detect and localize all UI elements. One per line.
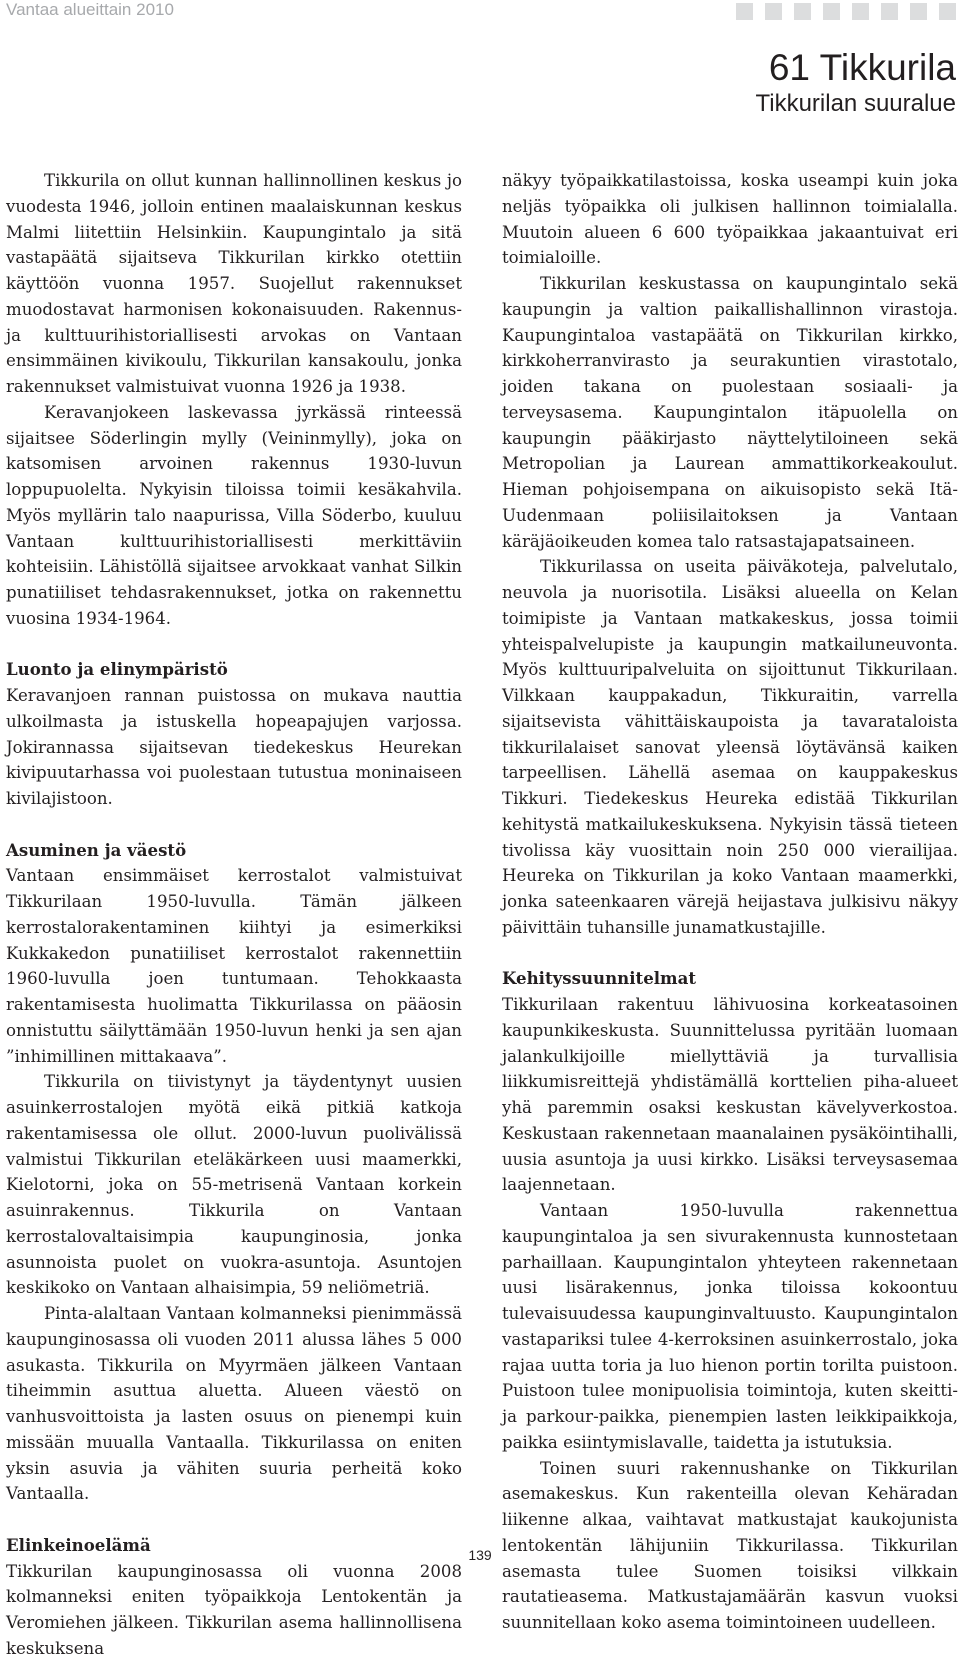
- page-number: 139: [468, 1547, 492, 1563]
- square-icon: [881, 3, 898, 20]
- chapter-title: 61 Tikkurila: [768, 47, 956, 88]
- paragraph: Keravanjokeen laskevassa jyrkässä rinteessä sijaitsee Söderlingin mylly (Veininmylly), joka on katsomisen arvoinen rakennus 1930-luvun loppupuolelta. Nykyisin tiloissa toimii kesäkahvila. Myös myllärin talo naapurissa, Villa Söderbo, kuuluu Vantaan kulttuurihistoriallisesti merkittäviin kohteisiin. Lähistöllä sijaitsee arvokkaat vanhat Silkin punatiiliset tehdasrakennukset, jotka on rakennettu vuosina 1934-1964.: [6, 402, 462, 628]
- paragraph: Vantaan ensimmäiset kerrostalot valmistuivat Tikkurilaan 1950-luvulla. Tämän jälkeen kerrostalorakentaminen kiihtyi ja esimerkiksi Kukkakedon punatiiliset kerrostalot rakennettiin 1960-luvulla joen tuntumaan. Tehokkaasta rakentamisesta huolimatta Tikkurilassa on pääosin onnistuttu säilyttämään 1950-luvun henki ja sen ajan ”inhimillinen mittakaava”.: [6, 866, 462, 1066]
- square-icon: [852, 3, 869, 20]
- section-heading-luonto: Luonto ja elinympäristö: [6, 659, 228, 680]
- paragraph: Pinta-alaltaan Vantaan kolmanneksi pienimmässä kaupunginosassa oli vuoden 2011 alussa lähes 5 000 asukasta. Tikkurila on Myyrmäen jälkeen Vantaan tiheimmin asuttua aluetta. Alueen väestö on vanhusvoittoista ja lasten osuus on pienempi kuin missään muualla Vantaalla. Tikkurilassa on eniten yksin asuvia ja vähiten suuria perheitä koko Vantaalla.: [6, 1304, 462, 1504]
- square-icon: [939, 3, 956, 20]
- paragraph: Tikkurilaan rakentuu lähivuosina korkeatasoinen kaupunkikeskusta. Suunnittelussa pyritään luomaan jalankulkijoille miellyttäviä ja turvallisia liikkumisreittejä yhdistämällä korttelien piha-alueet yhä paremmin osaksi keskustan kävelyverkostoa. Keskustaan rakennetaan maanalainen pysäköintihalli, uusia asuntoja ja uusi kirkko. Lisäksi terveysasemaa laajennetaan.: [502, 995, 958, 1195]
- paragraph: Tikkurilan keskustassa on kaupungintalo sekä kaupungin ja valtion paikallishallinnon virastoja. Kaupungintaloa vastapäätä on Tikkurilan kirkko, kirkkoherranvirasto ja seurakuntien virastotalo, joiden takana on puolestaan sosiaali- ja terveysasema. Kaupungintalon itäpuolella on kaupungin pääkirjasto näyttelytiloineen sekä Metropolian ja Laurean ammattikorkeakoulut. Hieman pohjoisempana on aikuisopisto sekä Itä-Uudenmaan poliisilaitoksen ja Vantaan käräjäoikeuden komea talo ratsastajapatsaineen.: [502, 274, 958, 551]
- square-icon: [823, 3, 840, 20]
- running-title: Vantaa alueittain 2010: [6, 0, 174, 19]
- paragraph: Keravanjoen rannan puistossa on mukava nauttia ulkoilmasta ja istuskella hopeapajujen varjossa. Jokirannassa sijaitsevan tiedekeskus Heurekan kivipuutarhassa voi puolestaan tutustua moninaiseen kivilajistoon.: [6, 686, 462, 808]
- section-heading-asuminen: Asuminen ja väestö: [6, 839, 187, 860]
- paragraph: Tikkurilan kaupunginosassa oli vuonna 2008 kolmanneksi eniten työpaikkoja Lentokentän ja Veromiehen jälkeen. Tikkurilan asema hallinnollisena keskuksena: [6, 1561, 462, 1658]
- right-column: [502, 168, 958, 1636]
- square-icon: [736, 3, 753, 20]
- section-heading-kehitys: Kehityssuunnitelmat: [502, 968, 697, 989]
- section-heading-elinkeino: Elinkeinoelämä: [6, 1534, 151, 1555]
- paragraph: Vantaan 1950-luvulla rakennettua kaupungintaloa ja sen sivurakennusta kunnostetaan parhaillaan. Kaupungintalon yhteyteen rakennetaan uusi lisärakennus, jonka tiloissa kokoontuu tulevaisuudessa kaupunginvaltuusto. Kaupungintalon vastapariksi tulee 4-kerroksinen asuinkerrostalo, joka rajaa uutta toria ja luo hienon portin torilta puistoon. Puistoon tulee monipuolisia toimintoja, kuten skeitti- ja parkour-paikka, pienempien lasten leikkipaikkoja, paikka esiintymislavalle, taidetta ja istutuksia.: [502, 1201, 958, 1452]
- paragraph: Tikkurilassa on useita päiväkoteja, palvelutalo, neuvola ja nuorisotila. Lisäksi alueella on Kelan toimipiste ja Vantaan matkakeskus, jossa toimii yhteispalvelupiste ja kaupungin matkailuneuvonta. Myös kulttuuripalveluita on sijoittunut Tikkurilaan. Vilkkaan kauppakadun, Tikkuraitin, varrella sijaitsevista vähittäiskaupoista ja tavarataloista tikkurilalaiset sanovat yleensä löytävänsä kaiken tarpeellisen. Lähellä asemaa on kauppakeskus Tikkuri. Tiedekeskus Heureka edistää Tikkurilan kehitystä matkailukeskuksena. Nykyisin tässä tieteen tivolissa käy vuosittain noin 250 000 vierailijaa. Heureka on Tikkurilan ja koko Vantaan maamerkki, jonka sateenkaaren värejä heijastava julkisivu näkyy päivittäin tuhansille junamatkustajille.: [502, 557, 958, 937]
- paragraph: näkyy työpaikkatilastoissa, koska useampi kuin joka neljäs työpaikka oli julkisen hallinnon toimialalla. Muutoin alueen 6 600 työpaikkaa jakaantuivat eri toimialoille.: [502, 171, 958, 268]
- left-column: [6, 168, 462, 1662]
- paragraph: Tikkurila on ollut kunnan hallinnollinen keskus jo vuodesta 1946, jolloin entinen maalaiskunnan keskus Malmi liitettiin Helsinkiin. Kaupungintalo ja sitä vastapäätä sijaitseva Tikkurilan kirkko otettiin käyttöön vuonna 1957. Suojellut rakennukset muodostavat harmonisen kokonaisuuden. Rakennus- ja kulttuurihistoriallisesti arvokas on Vantaan ensimmäinen kivikoulu, Tikkurilan kansakoulu, jonka rakennukset valmistuivat vuonna 1926 ja 1938.: [6, 171, 462, 396]
- paragraph: Tikkurila on tiivistynyt ja täydentynyt uusien asuinkerrostalojen myötä eikä pitkiä katkoja rakentamisessa ole ollut. 2000-luvun puolivälissä valmistui Tikkurilan eteläkärkeen uusi maamerkki, Kielotorni, joka on 55-metrisenä Vantaan korkein asuinrakennus. Tikkurila on Vantaan kerrostalovaltaisimpia kaupunginosia, jonka asunnoista puolet on vuokra-asuntoja. Asuntojen keskikoko on Vantaan alhaisimpia, 59 neliömetriä.: [6, 1072, 462, 1298]
- square-icon: [910, 3, 927, 20]
- chapter-subtitle: Tikkurilan suuralue: [755, 90, 956, 117]
- paragraph: Toinen suuri rakennushanke on Tikkurilan asemakeskus. Kun rakenteilla olevan Kehäradan liikenne alkaa, vaihtavat matkustajat kaukojunista lentokentän lähijuniin Tikkurilassa. Tikkurilan asemasta tulee Suomen toisiksi vilkkain rautatieasema. Matkustajamäärän kasvun vuoksi suunnitellaan koko asema toimintoineen uudelleen.: [502, 1458, 958, 1632]
- decorative-squares: [736, 3, 956, 20]
- square-icon: [765, 3, 782, 20]
- square-icon: [794, 3, 811, 20]
